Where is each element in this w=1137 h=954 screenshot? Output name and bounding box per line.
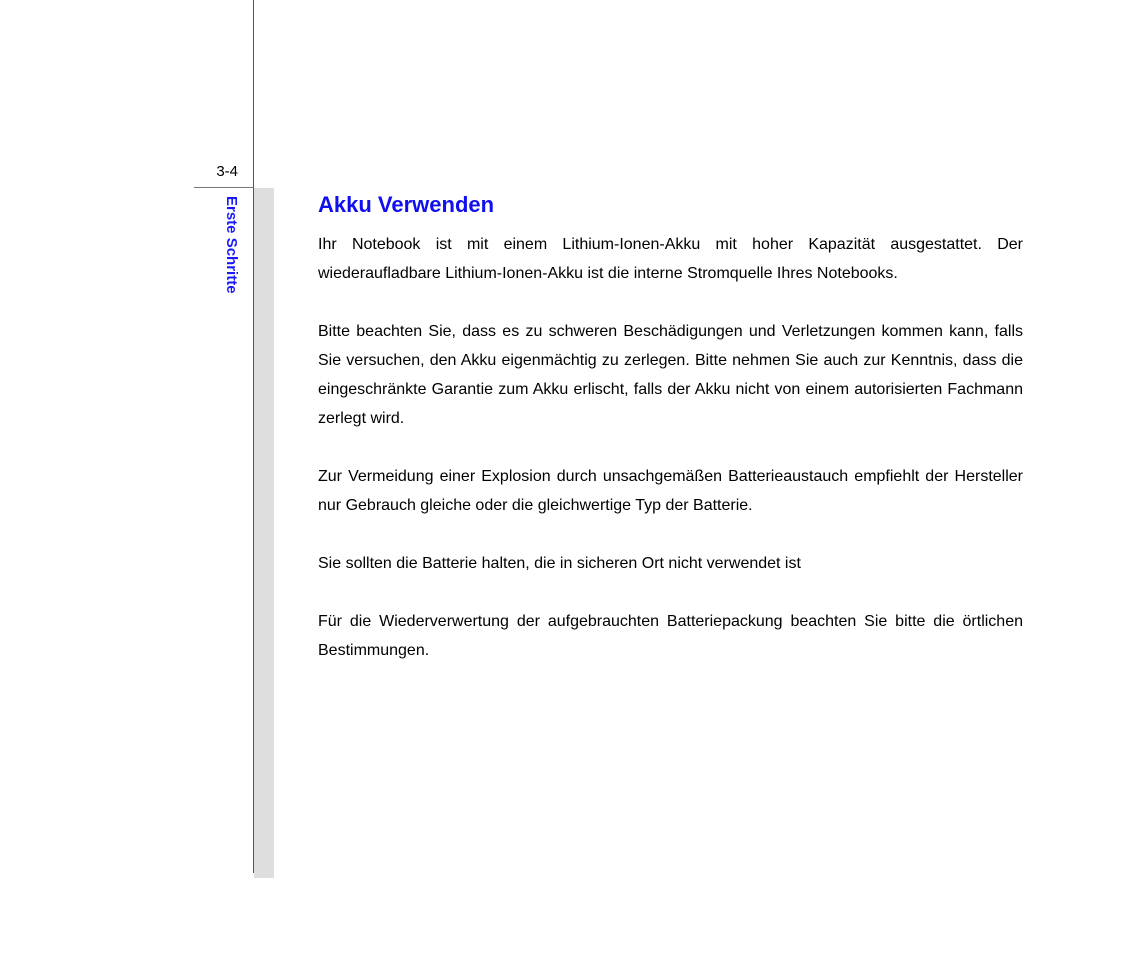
chapter-label: Erste Schritte — [223, 196, 240, 294]
page-number: 3-4 — [216, 163, 238, 180]
section-content — [318, 190, 1023, 665]
paragraph: Sie sollten die Batterie halten, die in sicheren Ort nicht verwendet ist — [318, 555, 801, 572]
section-title: Akku Verwenden — [318, 192, 495, 217]
paragraph: Bitte beachten Sie, dass es zu schweren Beschädigungen und Verletzungen kommen kann, falls Sie versuchen, den Akku eigenmächtig zu zerlegen. Bitte nehmen Sie auch zur Kenntnis, dass die eingeschränkte Garantie zum Akku erlischt, falls der Akku nicht von einem autorisierten Fachmann zerlegt wird. — [318, 323, 1023, 427]
paragraph: Zur Vermeidung einer Explosion durch unsachgemäßen Batterieaustauch empfiehlt der Hersteller nur Gebrauch gleiche oder die gleichwertige Typ der Batterie. — [318, 468, 1023, 514]
margin-rule-horizontal — [194, 187, 254, 188]
margin-bar — [254, 188, 274, 878]
paragraph: Für die Wiederverwertung der aufgebrauchten Batteriepackung beachten Sie bitte die örtlichen Bestimmungen. — [318, 613, 1023, 659]
paragraph: Ihr Notebook ist mit einem Lithium-Ionen-Akku mit hoher Kapazität ausgestattet. Der wiederaufladbare Lithium-Ionen-Akku ist die interne Stromquelle Ihres Notebooks. — [318, 236, 1023, 282]
